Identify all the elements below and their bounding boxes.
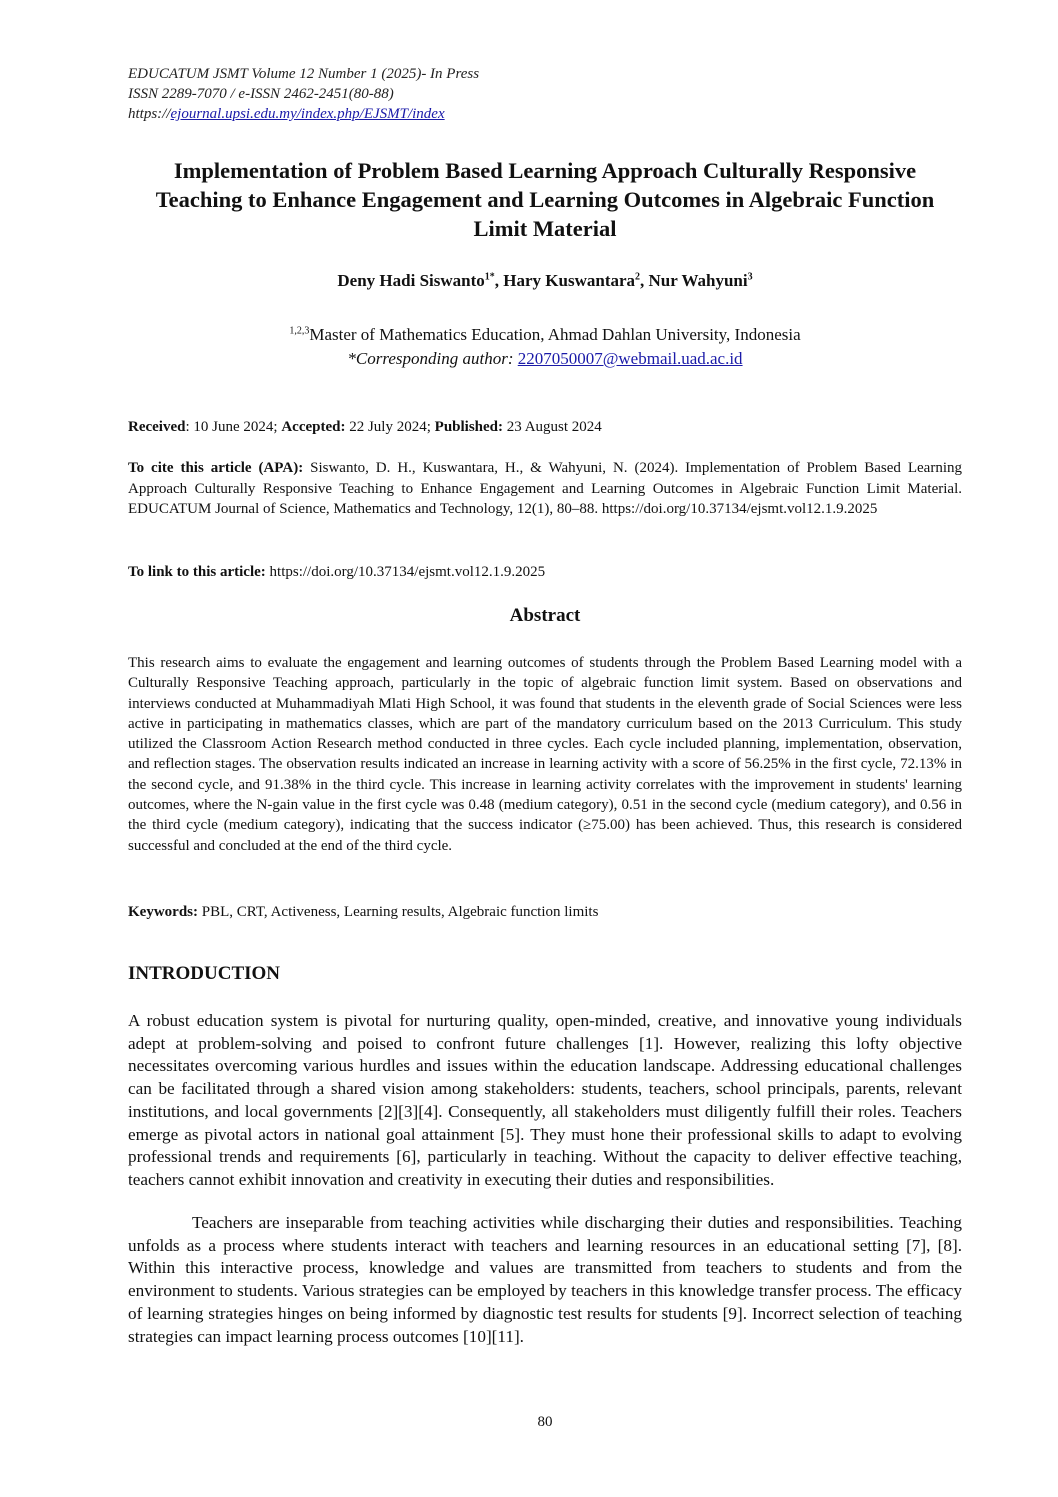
published-label: Published:	[434, 419, 504, 435]
received-label: Received	[128, 419, 186, 435]
received-date: : 10 June 2024;	[185, 419, 282, 435]
issn-line: ISSN 2289-7070 / e-ISSN 2462-2451(80-88)	[128, 86, 394, 102]
article-link-label: To link to this article:	[128, 564, 266, 580]
abstract-heading: Abstract	[509, 605, 581, 626]
accepted-date: 22 July 2024;	[345, 419, 435, 435]
keywords	[128, 902, 962, 923]
author-name: Nur Wahyuni	[648, 271, 748, 290]
author-list	[128, 271, 962, 291]
author-name: Deny Hadi Siswanto	[337, 271, 485, 290]
introduction-heading: INTRODUCTION	[128, 963, 281, 984]
intro-paragraph: A robust education system is pivotal for nurturing quality, open-minded, creative, and innovative young individuals adept at problem-solving and poised to confront future challenges [1]. However, realizing this lofty objective necessitates overcoming various hurdles and issues within the education landscape. Addressing educational challenges can be facilitated through a shared vision among stakeholders: students, teachers, school principals, parents, relevant institutions, and local governments [2][3][4]. Consequently, all stakeholders must diligently fulfill their roles. Teachers emerge as pivotal actors in national goal attainment [5]. They must hone their professional skills to adapt to evolving professional trends and requirements [6], particularly in teaching. Without the capacity to deliver effective teaching, teachers cannot exhibit innovation and creativity in executing their duties and responsibilities.	[128, 1011, 962, 1189]
author-separator: ,	[494, 271, 504, 290]
affiliation-text: Master of Mathematics Education, Ahmad Dahlan University, Indonesia	[309, 325, 801, 344]
citation-label: To cite this article (APA):	[128, 460, 304, 476]
article-link	[128, 562, 962, 583]
page-number: 80	[537, 1414, 553, 1430]
journal-url-link[interactable]: ejournal.upsi.edu.my/index.php/EJSMT/index	[170, 106, 445, 122]
author-affil-sup: 3	[747, 271, 753, 283]
journal-url	[128, 104, 962, 124]
intro-paragraph: Teachers are inseparable from teaching activities while discharging their duties and responsibilities. Teaching unfolds as a process where students interact with teachers and learning resources in an educational setting [7], [8]. Within this interactive process, knowledge and values are transmitted from teachers to students and from the environment to students. Various strategies can be employed by teachers in this knowledge transfer process. The efficacy of learning strategies hinges on being informed by diagnostic test results for students [9]. Incorrect selection of teaching strategies can impact learning process outcomes [10][11].	[128, 1213, 962, 1346]
author-affil-sup: 2	[635, 271, 641, 283]
journal-header	[128, 64, 962, 124]
accepted-label: Accepted:	[281, 419, 346, 435]
affiliation-sup: 1,2,3	[289, 325, 310, 337]
journal-line: EDUCATUM JSMT Volume 12 Number 1 (2025)- In Press	[128, 66, 480, 82]
author-name: Hary Kuswantara	[503, 271, 636, 290]
author-affil-sup: 1*	[484, 271, 495, 283]
corresponding-email-link[interactable]: 2207050007@webmail.uad.ac.id	[517, 349, 743, 368]
article-title: Implementation of Problem Based Learning Approach Culturally Responsive Teaching to Enhance Engagement and Learning Outcomes in Algebraic Function Limit Material	[155, 158, 935, 241]
citation	[128, 458, 962, 520]
abstract-text: This research aims to evaluate the engagement and learning outcomes of students through the Problem Based Learning model with a Culturally Responsive Teaching approach, particularly in the topic of algebraic function limit system. Based on observations and interviews conducted at Muhammadiyah Mlati High School, it was found that students in the eleventh grade of Social Sciences were less active in participating in mathematics classes, which are part of the mandatory curriculum based on the 2013 Curriculum. This study utilized the Classroom Action Research method conducted in three cycles. Each cycle included planning, implementation, observation, and reflection stages. The observation results indicated an increase in learning activity with a score of 56.25% in the first cycle, 72.13% in the second cycle, and 91.38% in the third cycle. This increase in learning activity correlates with the improvement in students' learning outcomes, where the N-gain value in the first cycle was 0.48 (medium category), 0.51 in the second cycle (medium category), and 0.56 in the third cycle (medium category), indicating that the success indicator (≥75.00) has been achieved. Thus, this research is considered successful and concluded at the end of the third cycle.	[128, 655, 962, 854]
keywords-text: PBL, CRT, Activeness, Learning results, Algebraic function limits	[198, 904, 599, 920]
publication-dates	[128, 417, 962, 438]
keywords-label: Keywords:	[128, 904, 198, 920]
affiliation	[128, 323, 962, 371]
url-prefix: https://	[128, 106, 171, 122]
author-separator: ,	[640, 271, 649, 290]
published-date: 23 August 2024	[503, 419, 602, 435]
citation-text: Siswanto, D. H., Kuswantara, H., & Wahyuni, N. (2024). Implementation of Problem Based Learning Approach Culturally Responsive Teaching to Enhance Engagement and Learning Outcomes in Algebraic Function Limit Material. EDUCATUM Journal of Science, Mathematics and Technology, 12(1), 80–88. https://doi.org/10.37134/ejsmt.vol12.1.9.2025	[128, 460, 962, 517]
article-link-url[interactable]: https://doi.org/10.37134/ejsmt.vol12.1.9.2025	[265, 564, 546, 580]
corresponding-label: *Corresponding author:	[347, 349, 514, 368]
